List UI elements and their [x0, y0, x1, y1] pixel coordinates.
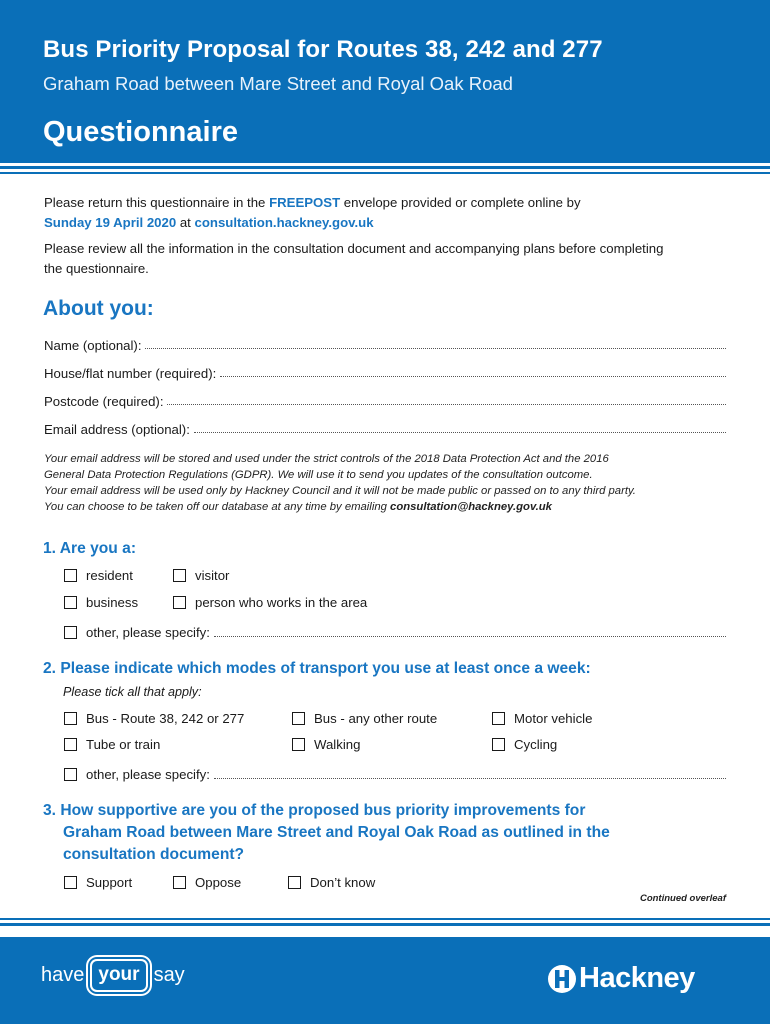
document-title: Bus Priority Proposal for Routes 38, 242 and 277 — [43, 36, 603, 63]
postcode-field[interactable] — [44, 389, 726, 409]
checkbox[interactable] — [64, 712, 77, 725]
have-your-say-logo: have your say — [41, 959, 185, 992]
freepost-text: FREEPOST — [269, 195, 341, 210]
q3-heading-line-3: consultation document? — [63, 846, 245, 863]
email-input-line[interactable] — [194, 432, 726, 433]
email-field[interactable] — [44, 417, 726, 437]
hackney-h-icon — [547, 964, 577, 994]
checkbox[interactable] — [64, 738, 77, 751]
checkbox[interactable] — [173, 569, 186, 582]
checkbox[interactable] — [64, 569, 77, 582]
checkbox[interactable] — [173, 596, 186, 609]
checkbox[interactable] — [492, 738, 505, 751]
note-line-1: Your email address will be stored and used under the strict controls of the 2018 Data Protection Act and the 2016 — [44, 453, 609, 465]
intro-line-1: Please return this questionnaire in the FREEPOST envelope provided or complete online by — [44, 195, 581, 210]
email-label: Email address (optional): — [44, 422, 190, 437]
postcode-label: Postcode (required): — [44, 394, 164, 409]
section-title: Questionnaire — [43, 116, 238, 148]
footer-stripe-thin — [0, 918, 770, 920]
data-protection-note — [44, 451, 636, 515]
q3-option-dont-know[interactable]: Don’t know — [288, 873, 375, 891]
q3-option-support[interactable]: Support — [64, 873, 132, 891]
q1-option-resident[interactable]: resident — [64, 566, 133, 584]
header-stripe-thin — [0, 172, 770, 174]
name-label: Name (optional): — [44, 338, 142, 353]
checkbox[interactable] — [288, 876, 301, 889]
header-stripe — [0, 166, 770, 169]
house-number-input-line[interactable] — [220, 376, 726, 377]
q2-option-motor-vehicle[interactable]: Motor vehicle — [492, 709, 592, 727]
checkbox[interactable] — [64, 768, 77, 781]
hackney-logo: Hackney — [547, 962, 695, 995]
note-line-4: You can choose to be taken off our database at any time by emailing consultation@hackney.gov.uk — [44, 501, 552, 513]
note-email-link[interactable]: consultation@hackney.gov.uk — [390, 501, 552, 513]
house-number-field[interactable] — [44, 361, 726, 381]
name-input-line[interactable] — [145, 348, 726, 349]
deadline-date: Sunday 19 April 2020 — [44, 215, 177, 230]
q2-option-other[interactable]: other, please specify: — [64, 765, 726, 783]
document-subtitle: Graham Road between Mare Street and Royal Oak Road — [43, 73, 513, 94]
postcode-input-line[interactable] — [167, 404, 726, 405]
q1-option-visitor[interactable]: visitor — [173, 566, 229, 584]
house-number-label: House/flat number (required): — [44, 366, 217, 381]
q3-heading-line-1: 3. How supportive are you of the proposed bus priority improvements for — [43, 802, 586, 819]
q1-option-other[interactable]: other, please specify: — [64, 623, 726, 641]
q1-heading: 1. Are you a: — [43, 540, 137, 557]
checkbox[interactable] — [64, 596, 77, 609]
name-field[interactable] — [44, 333, 726, 353]
q2-option-tube-train[interactable]: Tube or train — [64, 735, 160, 753]
q1-other-input-line[interactable] — [214, 636, 726, 637]
q2-hint: Please tick all that apply: — [63, 685, 202, 699]
q2-option-cycling[interactable]: Cycling — [492, 735, 557, 753]
about-you-heading: About you: — [43, 297, 154, 320]
q2-option-walking[interactable]: Walking — [292, 735, 360, 753]
checkbox[interactable] — [64, 626, 77, 639]
consultation-link[interactable]: consultation.hackney.gov.uk — [194, 215, 374, 230]
note-line-3: Your email address will be used only by Hackney Council and it will not be made public or passed on to any third party. — [44, 485, 636, 497]
q2-heading: 2. Please indicate which modes of transport you use at least once a week: — [43, 660, 591, 677]
q1-option-business[interactable]: business — [64, 593, 138, 611]
intro-line-3: Please review all the information in the consultation document and accompanying plans before completing — [44, 241, 664, 256]
checkbox[interactable] — [492, 712, 505, 725]
checkbox[interactable] — [64, 876, 77, 889]
intro-line-2: Sunday 19 April 2020 at consultation.hackney.gov.uk — [44, 215, 374, 230]
intro-line-4: the questionnaire. — [44, 261, 149, 276]
q3-option-oppose[interactable]: Oppose — [173, 873, 241, 891]
footer-stripe — [0, 923, 770, 926]
checkbox[interactable] — [292, 738, 305, 751]
checkbox[interactable] — [292, 712, 305, 725]
continued-overleaf: Continued overleaf — [639, 893, 726, 904]
note-line-2: General Data Protection Regulations (GDPR). We will use it to send you updates of the consultation outcome. — [44, 469, 593, 481]
q2-option-bus-other[interactable]: Bus - any other route — [292, 709, 437, 727]
checkbox[interactable] — [173, 876, 186, 889]
q1-option-works-in-area[interactable]: person who works in the area — [173, 593, 367, 611]
q2-option-bus-routes[interactable]: Bus - Route 38, 242 or 277 — [64, 709, 244, 727]
q2-other-input-line[interactable] — [214, 778, 726, 779]
q3-heading-line-2: Graham Road between Mare Street and Royal Oak Road as outlined in the — [63, 824, 610, 841]
